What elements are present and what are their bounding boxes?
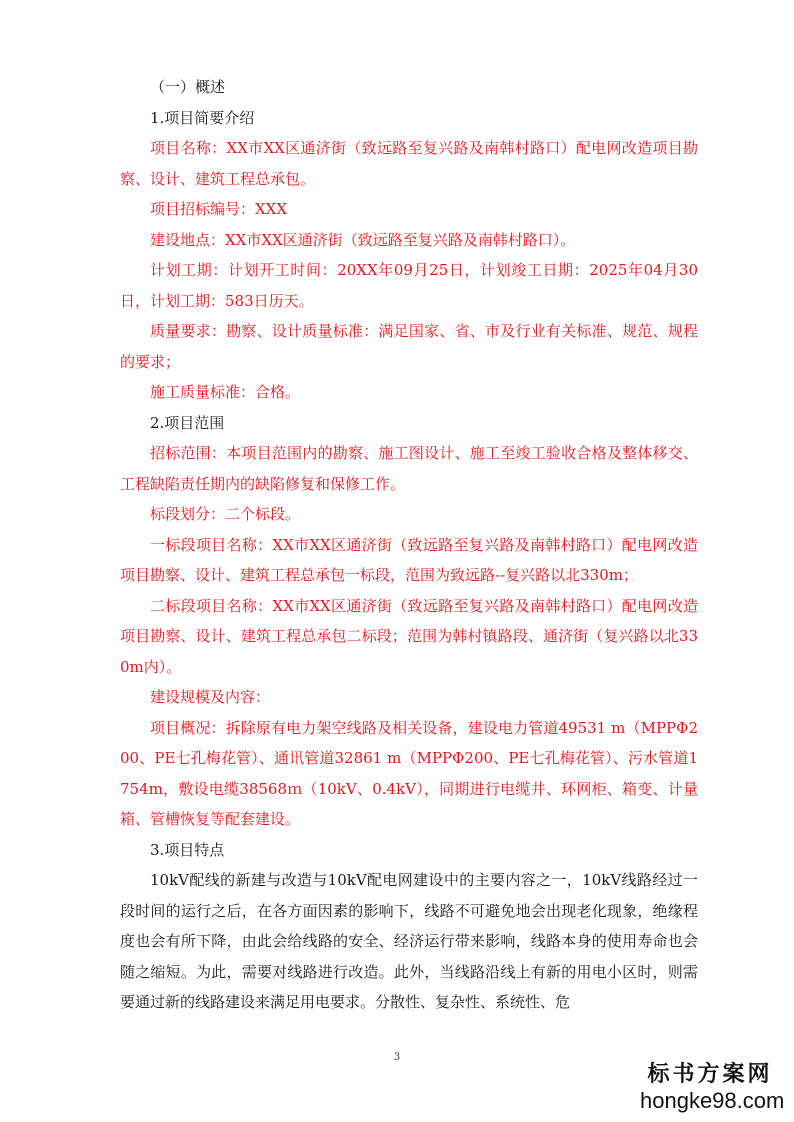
paragraph-quality-requirements: 质量要求：勘察、设计质量标准：满足国家、省、市及行业有关标准、规范、规程的要求； <box>120 322 698 371</box>
document-body <box>120 72 698 1018</box>
paragraph-lot-division: 标段划分：二个标段。 <box>150 505 301 523</box>
subheading-project-features: 3.项目特点 <box>150 840 225 859</box>
subheading-project-intro: 1.项目简要介绍 <box>150 108 255 127</box>
paragraph-scale-heading: 建设规模及内容： <box>150 688 271 706</box>
paragraph-features-body: 10kV配线的新建与改造与10kV配电网建设中的主要内容之一，10kV线路经过一段时间的运行之后，在各方面因素的影响下，线路不可避免地会出现老化现象，绝缘程度也会有所下降，由此会给线路的安全、经济运行带来影响，线路本身的使用寿命也会随之缩短。为此，需要对线路进行改造。此外，当线路沿线上有新的用电小区时，则需要通过新的线路建设来满足用电要求。分散性、复杂性、系统性、危 <box>120 871 698 1011</box>
paragraph-project-name: 项目名称：XX市XX区通济街（致远路至复兴路及南韩村路口）配电网改造项目勘察、设计、建筑工程总承包。 <box>120 139 698 188</box>
page-number: 3 <box>393 1052 401 1063</box>
paragraph-lot-one: 一标段项目名称：XX市XX区通济街（致远路至复兴路及南韩村路口）配电网改造项目勘察、设计、建筑工程总承包一标段，范围为致远路--复兴路以北330m； <box>120 535 698 584</box>
section-heading-overview: （一）概述 <box>150 78 226 96</box>
paragraph-tender-scope: 招标范围：本项目范围内的勘察、施工图设计、施工至竣工验收合格及整体移交、工程缺陷责任期内的缺陷修复和保修工作。 <box>120 444 698 493</box>
paragraph-tender-number: 项目招标编号：XXX <box>150 200 288 218</box>
paragraph-project-overview: 项目概况：拆除原有电力架空线路及相关设备，建设电力管道49531 m（MPPΦ200、PE七孔梅花管）、通讯管道32861 m（MPPΦ200、PE七孔梅花管）、污水管道1754m，敷设电缆38568ｍ（10kV、0.4kV），同期进行电缆井、环网柜、箱变、计量箱、管槽恢复等配套建设。 <box>120 718 698 828</box>
site-watermark <box>640 1062 785 1114</box>
watermark-domain-text: hongke98.com <box>640 1088 785 1113</box>
paragraph-construction-site: 建设地点：XX市XX区通济街（致远路至复兴路及南韩村路口）。 <box>150 230 576 249</box>
watermark-chinese-text: 标书方案网 <box>647 1062 773 1087</box>
paragraph-schedule: 计划工期：计划开工时间：20XX年09月25日，计划竣工日期：2025年04月30日，计划工期：583日历天。 <box>120 261 698 310</box>
subheading-project-scope: 2.项目范围 <box>150 413 225 432</box>
paragraph-lot-two: 二标段项目名称：XX市XX区通济街（致远路至复兴路及南韩村路口）配电网改造项目勘察、设计、建筑工程总承包二标段；范围为韩村镇路段、通济街（复兴路以北330m内）。 <box>120 596 698 676</box>
paragraph-construction-quality: 施工质量标准：合格。 <box>150 383 301 401</box>
